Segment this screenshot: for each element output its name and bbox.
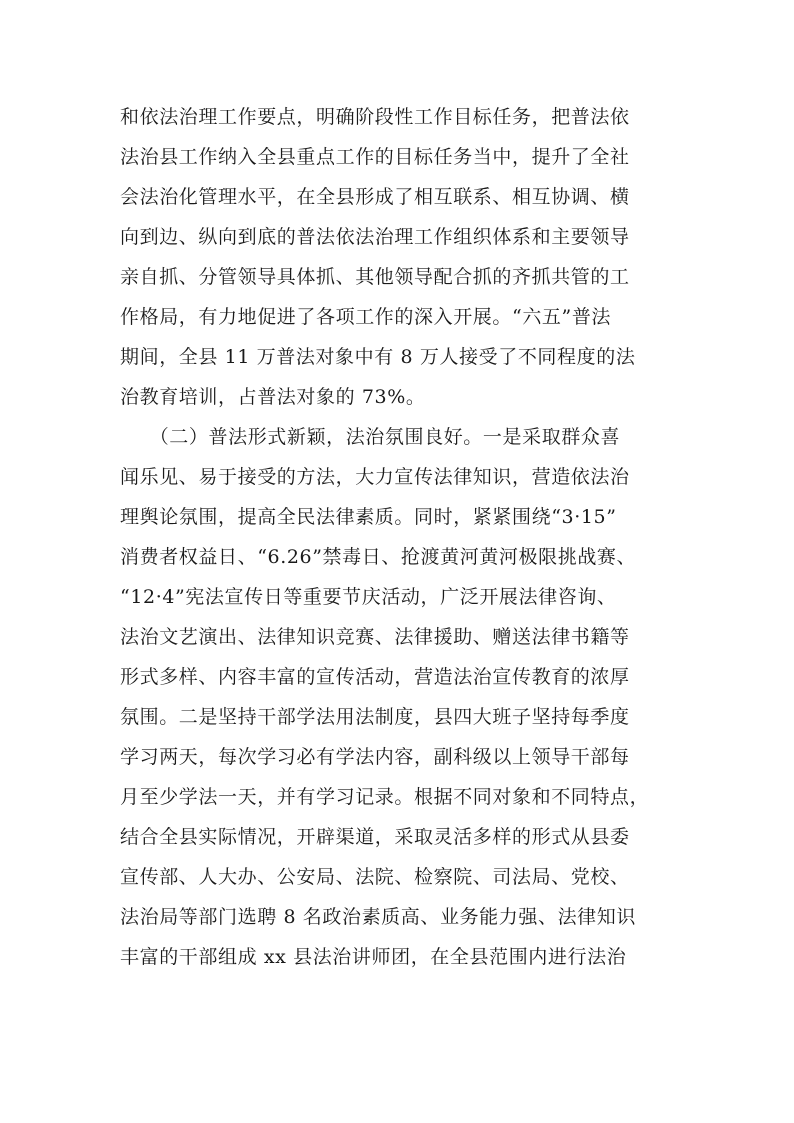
text-line: 消费者权益日、“6.26”禁毒日、抢渡黄河黄河极限挑战赛、 — [120, 546, 637, 568]
text-line: “12·4”宪法宣传日等重要节庆活动，广泛开展法律咨询、 — [120, 586, 617, 608]
text-line: 治教育培训，占普法对象的 73%。 — [120, 386, 426, 408]
text-line: 丰富的干部组成 xx 县法治讲师团，在全县范围内进行法治 — [120, 946, 627, 968]
text-line: 向到边、纵向到底的普法依法治理工作组织体系和主要领导 — [120, 226, 630, 248]
text-line: 期间，全县 11 万普法对象中有 8 万人接受了不同程度的法 — [120, 346, 636, 368]
text-line: 亲自抓、分管领导具体抓、其他领导配合抓的齐抓共管的工 — [120, 266, 630, 288]
text-line: 和依法治理工作要点，明确阶段性工作目标任务，把普法依 — [120, 106, 630, 128]
text-line: 法治县工作纳入全县重点工作的目标任务当中，提升了全社 — [120, 146, 630, 168]
text-line: 宣传部、人大办、公安局、法院、检察院、司法局、党校、 — [120, 866, 630, 888]
text-line: 月至少学法一天，并有学习记录。根据不同对象和不同特点， — [120, 786, 650, 808]
text-line: 理舆论氛围，提高全民法律素质。同时，紧紧围绕“3·15” — [120, 506, 617, 528]
text-line: （二）普法形式新颖，法治氛围良好。一是采取群众喜 — [120, 426, 621, 448]
text-line: 闻乐见、易于接受的方法，大力宣传法律知识，营造依法治 — [120, 466, 630, 488]
text-line: 会法治化管理水平，在全县形成了相互联系、相互协调、横 — [120, 186, 630, 208]
body-text — [120, 97, 680, 977]
text-line: 作格局，有力地促进了各项工作的深入开展。“六五”普法 — [120, 306, 612, 328]
text-line: 结合全县实际情况，开辟渠道，采取灵活多样的形式从县委 — [120, 826, 630, 848]
text-line: 学习两天，每次学习必有学法内容，副科级以上领导干部每 — [120, 746, 630, 768]
text-line: 法治文艺演出、法律知识竞赛、法律援助、赠送法律书籍等 — [120, 626, 630, 648]
text-line: 氛围。二是坚持干部学法用法制度，县四大班子坚持每季度 — [120, 706, 630, 728]
text-line: 形式多样、内容丰富的宣传活动，营造法治宣传教育的浓厚 — [120, 666, 630, 688]
text-line: 法治局等部门选聘 8 名政治素质高、业务能力强、法律知识 — [120, 906, 636, 928]
